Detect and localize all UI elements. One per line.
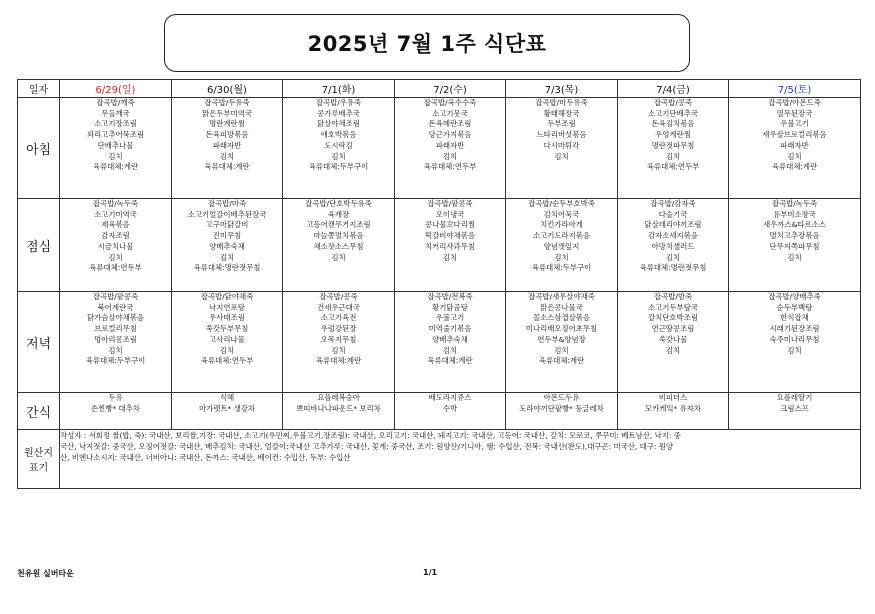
menu-item: 연두부&양념장: [537, 334, 586, 344]
lunch-menu-cell: [729, 199, 861, 292]
footer-org: 천유원 실버타운: [17, 569, 74, 578]
dinner-menu-cell: [506, 292, 618, 393]
lunch-menu-cell: [172, 199, 283, 292]
menu-item: 잡곡밥/녹두죽: [92, 199, 139, 208]
origin-line: 산, 비엔나소시지: 국내산, 너비아니: 국내산, 돈까스: 국내산, 베이컨: 수입산, 두부: 수입산: [60, 453, 351, 462]
menu-item: 김치: [554, 345, 569, 355]
menu-item: 육류대체:연두부: [423, 162, 477, 172]
menu-item: 돈육피망볶음: [205, 130, 249, 140]
dinner-menu-cell: [729, 292, 861, 393]
menu-item: 김치: [554, 151, 569, 161]
menu-item: 당근가지볶음: [428, 130, 472, 140]
menu-item: 김치: [442, 151, 458, 161]
menu-item: 잡곡밥/콩죽: [653, 98, 693, 107]
menu-item: 새우살브로컬리볶음: [762, 130, 827, 140]
dinner-menu-cell: [172, 292, 283, 393]
menu-item: 양념깻잎지: [543, 241, 580, 251]
meal-label-snack: 간식: [18, 393, 60, 430]
menu-item: 느타리버섯볶음: [536, 130, 587, 140]
menu-item: 쁘띠바나나파운드* 보리차: [296, 403, 381, 413]
menu-item: 김치: [665, 252, 681, 262]
date-header-day: 7/5(토): [729, 80, 861, 98]
menu-item: 잡곡밥/마죽: [207, 199, 247, 208]
meal-label-dinner: 저녁: [18, 292, 60, 393]
menu-item: 낙지연포탕: [209, 302, 245, 312]
origin-line: 국산, 낙지젓갈: 중국산, 오징어젓갈: 국내산, 배추김치: 국내산, 얼갈이:국내산 고추가루: 국내산, 꽃게: 중국산, 조기: 원양산/기니아, 햄: 수입산, 전복: 국내산(완도),대구곤: 미국산, 대구: 원양: [60, 442, 674, 451]
menu-item: 잡곡밥/두유죽: [204, 98, 250, 107]
breakfast-menu-cell: [172, 98, 283, 199]
menu-item: 소고기미역국: [94, 209, 137, 219]
menu-item: 비피더스: [658, 393, 688, 402]
menu-item: 제육볶음: [101, 220, 130, 230]
menu-item: 새우까스&타르소스: [763, 220, 826, 230]
menu-item: 육류대체:두부구이: [531, 263, 592, 273]
menu-item: 잡곡밥/아몬드죽: [768, 98, 821, 107]
lunch-menu-cell: [618, 199, 729, 292]
menu-item: 맑은두부미역국: [202, 108, 252, 118]
menu-item: 소고기얼갈이배추된장국: [187, 209, 267, 219]
menu-item: 우불고기: [435, 313, 465, 323]
menu-item: 김치: [665, 151, 681, 161]
menu-item: 육류대체:연두부: [646, 162, 700, 172]
menu-item: 양배추숙채: [432, 334, 468, 344]
menu-item: 한식잡채: [780, 313, 809, 323]
lunch-menu-cell: [283, 199, 395, 292]
menu-item: 배도라지쥬스: [428, 393, 472, 402]
menu-item: 잡곡밥/밤죽: [653, 292, 693, 301]
menu-item: 채소잣소스무침: [313, 241, 364, 251]
meal-label-lunch: 점심: [18, 199, 60, 292]
menu-item: 잡곡밥/닭야채죽: [200, 292, 254, 301]
menu-item: 요플레복숭아: [317, 393, 360, 402]
origin-row: [18, 430, 861, 489]
menu-item: 양배추숙채: [209, 241, 245, 251]
menu-item: 고등어캔무거지조림: [306, 220, 371, 230]
lunch-row: [18, 199, 861, 292]
menu-item: 소고기장조림: [94, 119, 137, 129]
menu-item: 파래자반: [212, 140, 242, 150]
menu-item: 김치: [787, 345, 802, 355]
dinner-row: [18, 292, 861, 393]
menu-item: 소고기단배추국: [648, 108, 698, 118]
menu-item: 다슬기국: [658, 209, 688, 219]
lunch-menu-cell: [395, 199, 506, 292]
dinner-menu-cell: [283, 292, 395, 393]
menu-item: 돈육메란조림: [428, 119, 472, 129]
menu-item: 육류대체:계란: [315, 356, 362, 366]
menu-item: 오이냉국: [435, 209, 465, 219]
menu-item: 마늘쫑멸치볶음: [313, 231, 364, 241]
menu-item: 우렁강된장: [320, 324, 357, 334]
menu-item: 식혜: [219, 393, 235, 402]
menu-item: 크림스프: [780, 403, 809, 413]
breakfast-menu-cell: [506, 98, 618, 199]
breakfast-row: [18, 98, 861, 199]
menu-item: 소고기두부탕국: [648, 302, 698, 312]
menu-item: 맑은콩나물국: [540, 302, 583, 312]
menu-item: 아망치샐러드: [651, 241, 695, 251]
origin-line: 작성자 : 서회정 쌀(밥, 죽): 국내산, 보리쌀,기장: 국내산, 소고기(우민찌,우불고기,장조림): 국내산, 오리고기: 국내산, 돼지고기: 국내산, 고등어: 국내산, 갈치: 모로코, 쭈꾸미: 베트남산, 낙지: 중: [60, 431, 681, 440]
menu-item: 김치어묵국: [543, 209, 580, 219]
menu-item: 육류대체:계란: [204, 162, 250, 172]
menu-item: 잡곡밥/양배추죽: [768, 292, 821, 301]
menu-item: 소고기뭇국: [432, 108, 468, 118]
menu-item: 잡곡밥/우유죽: [315, 98, 362, 107]
date-header-day: 6/29(일): [60, 80, 172, 98]
menu-item: 김치: [442, 345, 458, 355]
menu-item: 김치: [787, 252, 802, 262]
menu-item: 잡곡밥/순두부호박죽: [528, 199, 595, 208]
snack-menu-cell: [618, 393, 729, 430]
menu-item: 김치: [331, 345, 346, 355]
title-box: [164, 14, 690, 72]
breakfast-menu-cell: [283, 98, 395, 199]
menu-item: 김치: [554, 252, 569, 262]
menu-item: 연근땅콩조림: [651, 324, 695, 334]
menu-item: 잡곡밥/녹두죽: [771, 199, 818, 208]
menu-item: 육류대체:연두부: [200, 356, 254, 366]
menu-item: 닭살야채조림: [317, 119, 360, 129]
menu-item: 육류대체:두부구이: [85, 356, 146, 366]
origin-label: 원산지 표기: [18, 430, 60, 489]
menu-item: 무들깨국: [101, 108, 130, 118]
dinner-menu-cell: [395, 292, 506, 393]
menu-item: 순두부백탕: [776, 302, 813, 312]
menu-item: 잡곡밥/콩죽: [319, 292, 358, 301]
menu-item: 수박: [442, 403, 458, 413]
menu-item: 북어계란국: [97, 302, 134, 312]
menu-item: 육개장: [327, 209, 350, 219]
menu-item: 명란젓파무침: [651, 140, 695, 150]
menu-item: 꼴소스삼겹살볶음: [532, 313, 591, 323]
menu-item: 명아리콩조림: [94, 334, 137, 344]
snack-menu-cell: [729, 393, 861, 430]
menu-item: 김치: [219, 252, 235, 262]
menu-item: 브로컬리무침: [94, 324, 137, 334]
menu-item: 고사리나물: [209, 334, 245, 344]
dinner-menu-cell: [618, 292, 729, 393]
breakfast-menu-cell: [618, 98, 729, 199]
menu-item: 콩가루배추국: [317, 108, 360, 118]
menu-item: 소고기육전: [320, 313, 357, 323]
menu-item: 꽈리고추어묵조림: [86, 130, 145, 140]
menu-item: 미나리배오징어초무침: [525, 324, 598, 334]
menu-item: 잡곡밥/단호박두유죽: [305, 199, 372, 208]
menu-item: 건새우근대국: [317, 302, 360, 312]
menu-item: 육류대체:계란: [427, 356, 473, 366]
date-header-day: 7/4(금): [618, 80, 729, 98]
page-title: 2025년 7월 1주 식단표: [307, 32, 547, 56]
menu-item: 육류대체:두부구이: [308, 162, 369, 172]
menu-item: 잡곡밥/전복죽: [427, 292, 473, 301]
menu-item: 아몬드두유: [543, 393, 580, 402]
menu-item: 육류대체:계란: [92, 162, 139, 172]
menu-item: 김치: [108, 252, 123, 262]
menu-item: 우불고기: [780, 119, 809, 129]
menu-table: [17, 79, 861, 489]
date-header-day: 7/1(화): [283, 80, 395, 98]
menu-item: 닭가슴살야채볶음: [86, 313, 145, 323]
menu-item: 김치: [108, 345, 123, 355]
lunch-menu-cell: [60, 199, 172, 292]
menu-item: 김치: [665, 345, 681, 355]
menu-item: 김치: [331, 252, 346, 262]
menu-item: 고구마닭갈비: [205, 220, 249, 230]
menu-item: 김치: [787, 151, 802, 161]
menu-item: 파래자반: [435, 140, 465, 150]
menu-item: 잡곡밥/감자죽: [650, 199, 696, 208]
snack-menu-cell: [506, 393, 618, 430]
menu-item: 육류대체:연두부: [89, 263, 142, 273]
date-header-day: 7/2(수): [395, 80, 506, 98]
snack-menu-cell: [60, 393, 172, 430]
menu-item: 김치: [331, 151, 346, 161]
menu-item: 멸치고추장볶음: [769, 231, 820, 241]
menu-item: 다시마튀각: [543, 140, 580, 150]
menu-item: 콩나물꼬다리찜: [425, 220, 475, 230]
menu-item: 쑥갓나물: [658, 334, 688, 344]
menu-item: 잡곡밥/옥수수죽: [423, 98, 477, 107]
menu-item: 두부조림: [547, 119, 576, 129]
menu-item: 김치: [442, 252, 458, 262]
menu-item: 황기닭곰탕: [432, 302, 468, 312]
lunch-menu-cell: [506, 199, 618, 292]
menu-item: 요플레딸기: [776, 393, 813, 402]
menu-item: 육류대체:계란: [538, 356, 585, 366]
menu-item: 잡곡밥/팥콩죽: [92, 292, 139, 301]
menu-item: 잡곡밥/깨죽: [96, 98, 135, 107]
snack-menu-cell: [283, 393, 395, 430]
menu-item: 육류대체:명란젓무침: [193, 263, 261, 273]
menu-item: 애호박볶음: [320, 130, 357, 140]
menu-item: 미역줄기볶음: [428, 324, 472, 334]
menu-item: 소고기도라지볶음: [532, 231, 591, 241]
menu-item: 단무지쪽파무침: [769, 241, 820, 251]
menu-item: 감자소세지볶음: [648, 231, 698, 241]
menu-item: 황태해장국: [543, 108, 580, 118]
date-header-label: 일자: [18, 80, 60, 98]
menu-item: 육류대체:계란: [771, 162, 818, 172]
menu-item: 돈육김치볶음: [651, 119, 695, 129]
menu-item: 오목지무침: [320, 334, 357, 344]
menu-item: 육류대체:명란젓무침: [639, 263, 707, 273]
date-header-day: 6/30(월): [172, 80, 283, 98]
menu-item: 모카케잌* 유자차: [644, 403, 702, 413]
menu-item: 김치: [219, 151, 235, 161]
menu-item: 김치: [219, 345, 235, 355]
menu-item: 도라야끼단팥빵* 둥글레차: [519, 403, 604, 413]
menu-item: 닭살데리야끼조림: [644, 220, 702, 230]
menu-item: 감자조림: [101, 231, 130, 241]
menu-item: 쑥갓두부무침: [205, 324, 249, 334]
menu-item: 단배추나물: [97, 140, 134, 150]
date-header-day: 7/3(목): [506, 80, 618, 98]
menu-item: 명란계란찜: [209, 119, 245, 129]
menu-item: 치킨가라아게: [540, 220, 583, 230]
breakfast-menu-cell: [60, 98, 172, 199]
menu-item: 잡곡밥/새우살야채죽: [528, 292, 595, 301]
menu-item: 파래자반: [780, 140, 809, 150]
menu-item: 도시락김: [324, 140, 353, 150]
menu-item: 김치: [108, 151, 123, 161]
snack-menu-cell: [172, 393, 283, 430]
meal-label-breakfast: 아침: [18, 98, 60, 199]
menu-item: 두유: [108, 393, 123, 402]
origin-text: [60, 430, 861, 489]
dinner-menu-cell: [60, 292, 172, 393]
menu-item: 잡곡밥/팥콩죽: [427, 199, 473, 208]
menu-item: 마가렛트* 생강차: [198, 403, 256, 413]
menu-item: 잡곡밥/마두유죽: [535, 98, 588, 107]
snack-row: [18, 393, 861, 430]
footer-page-number: 1/1: [423, 568, 438, 577]
menu-item: 열무된장국: [776, 108, 813, 118]
snack-menu-cell: [395, 393, 506, 430]
header-row: [18, 80, 861, 98]
menu-item: 손찐빵* 대추차: [91, 403, 140, 413]
menu-item: 우엉계란찜: [655, 130, 691, 140]
menu-item: 시금치나물: [97, 241, 134, 251]
breakfast-menu-cell: [395, 98, 506, 199]
menu-item: 갈치단호박조림: [648, 313, 698, 323]
menu-item: 숙주미나리무침: [769, 334, 820, 344]
menu-item: 떡갈비야채볶음: [425, 231, 475, 241]
menu-item: 유부미소장국: [773, 209, 816, 219]
breakfast-menu-cell: [729, 98, 861, 199]
menu-item: 진미무침: [212, 231, 242, 241]
menu-item: 우사태조림: [209, 313, 245, 323]
menu-item: 치커리사과무침: [425, 241, 475, 251]
menu-item: 시래기된장조림: [769, 324, 820, 334]
